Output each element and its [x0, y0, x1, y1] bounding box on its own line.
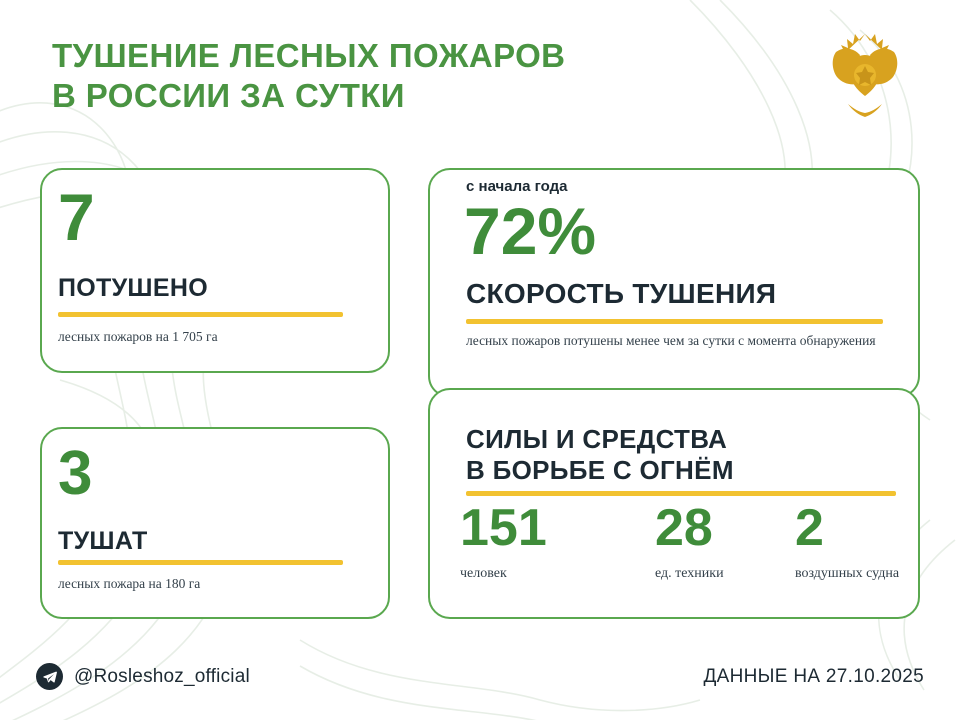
- speed-note: лесных пожаров потушены менее чем за сутки с момента обнаружения: [466, 333, 876, 348]
- extinguished-label: ПОТУШЕНО: [58, 274, 208, 302]
- forces-vehicles-label: ед. техники: [655, 565, 724, 581]
- forces-title: [466, 424, 734, 486]
- telegram-handle[interactable]: [36, 663, 250, 690]
- forces-aircraft-label: воздушных судна: [795, 565, 900, 581]
- forces-aircraft-value: 2: [795, 499, 824, 557]
- forces-people-label: человек: [460, 565, 507, 581]
- burning-value: 3: [58, 439, 93, 508]
- forces-people-value: 151: [460, 499, 547, 557]
- speed-divider: [466, 319, 883, 324]
- forces-stats: [460, 499, 915, 583]
- speed-kicker: с начала года: [466, 178, 568, 195]
- speed-value: 72%: [464, 194, 597, 268]
- burning-label: ТУШАТ: [58, 527, 148, 555]
- extinguished-value: 7: [58, 180, 95, 254]
- forces-divider: [466, 491, 896, 496]
- forces-stat-people: [460, 499, 655, 583]
- forces-title-line-2: В БОРЬБЕ С ОГНЁМ: [466, 455, 734, 486]
- page-title-line-2: В РОССИИ ЗА СУТКИ: [52, 77, 405, 115]
- telegram-handle-text: @Rosleshoz_official: [74, 665, 250, 687]
- telegram-icon: [36, 663, 63, 690]
- russian-coat-of-arms-eagle-icon: [822, 28, 908, 120]
- burning-note: лесных пожара на 180 га: [58, 576, 201, 591]
- speed-label: СКОРОСТЬ ТУШЕНИЯ: [466, 278, 777, 309]
- data-date-label: ДАННЫЕ НА 27.10.2025: [703, 666, 924, 687]
- burning-divider: [58, 560, 343, 565]
- forces-title-line-1: СИЛЫ И СРЕДСТВА: [466, 424, 728, 454]
- forces-stat-aircraft: [795, 499, 915, 583]
- forces-stat-vehicles: [655, 499, 795, 583]
- extinguished-note: лесных пожаров на 1 705 га: [58, 329, 218, 344]
- forces-vehicles-value: 28: [655, 499, 713, 557]
- extinguished-divider: [58, 312, 343, 317]
- page-title: [52, 36, 792, 117]
- page-title-line-1: ТУШЕНИЕ ЛЕСНЫХ ПОЖАРОВ: [52, 37, 566, 74]
